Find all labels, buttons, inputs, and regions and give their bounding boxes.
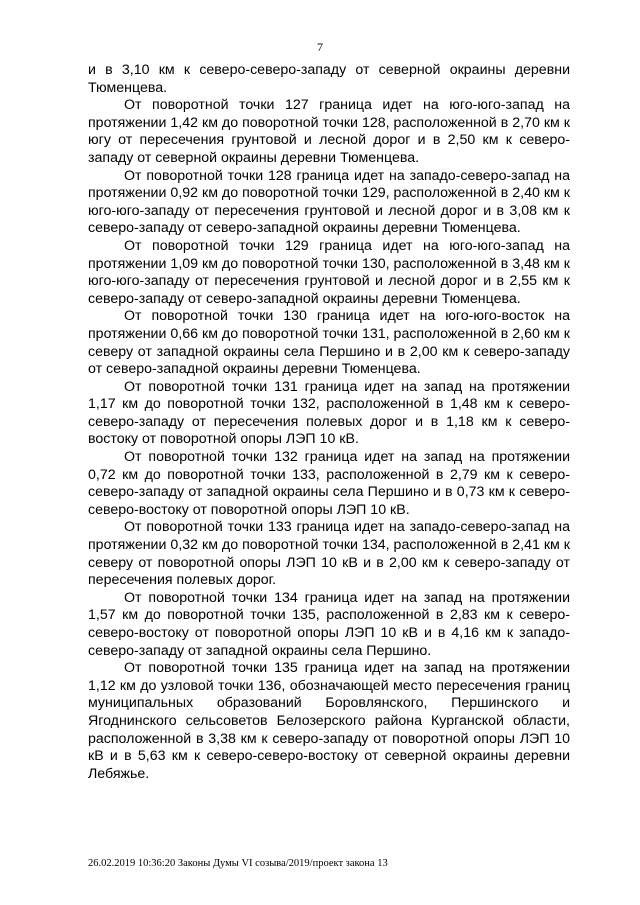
paragraph-point-135: От поворотной точки 135 граница идет на запад на протяжении 1,12 км до узловой точки 136, обозначающей место пересечения границ муниципальных образований Боровлянского, Першинского и Ягоднинского сельсоветов Белозерского района Курганской области, расположенной в 3,38 км к северо-западу от поворотной опоры ЛЭП 10 кВ и в 5,63 км к северо-северо-востоку от северной окраины деревни Лебяжье. [88, 660, 570, 782]
paragraph-point-133: От поворотной точки 133 граница идет на западо-северо-запад на протяжении 0,32 км до поворотной точки 134, расположенной в 2,41 км к северу от поворотной опоры ЛЭП 10 кВ и в 2,00 км к северо-западу от пересечения полевых дорог. [88, 519, 570, 589]
paragraph-point-127: От поворотной точки 127 граница идет на юго-юго-запад на протяжении 1,42 км до поворотной точки 128, расположенной в 2,70 км к югу от пересечения грунтовой и лесной дорог и в 2,50 км к северо-западу от северной окраины деревни Тюменцева. [88, 97, 570, 166]
document-body [88, 62, 570, 783]
document-footer: 26.02.2019 10:36:20 Законы Думы VI созыва/2019/проект закона 13 [88, 858, 388, 869]
paragraph-point-128: От поворотной точки 128 граница идет на западо-северо-запад на протяжении 0,92 км до поворотной точки 129, расположенной в 2,40 км к юго-юго-западу от пересечения грунтовой и лесной дорог и в 3,08 км к северо-западу от северо-западной окраины деревни Тюменцева. [88, 167, 570, 237]
paragraph-point-132: От поворотной точки 132 граница идет на запад на протяжении 0,72 км до поворотной точки 133, расположенной в 2,79 км к северо-северо-западу от западной окраины села Першино и в 0,73 км к северо-северо-востоку от поворотной опоры ЛЭП 10 кВ. [88, 449, 570, 518]
paragraph-point-130: От поворотной точки 130 граница идет на юго-юго-восток на протяжении 0,66 км до поворотной точки 131, расположенной в 2,60 км к северу от западной окраины села Першино и в 2,00 км к северо-западу от северо-западной окраины деревни Тюменцева. [88, 308, 570, 378]
paragraph-point-129: От поворотной точки 129 граница идет на юго-юго-запад на протяжении 1,09 км до поворотной точки 130, расположенной в 3,48 км к юго-юго-западу от пересечения грунтовой и лесной дорог и в 2,55 км к северо-западу от северо-западной окраины деревни Тюменцева. [88, 237, 570, 307]
paragraph-point-134: От поворотной точки 134 граница идет на запад на протяжении 1,57 км до поворотной точки 135, расположенной в 2,83 км к северо-северо-востоку от поворотной опоры ЛЭП 10 кВ и в 4,16 км к западо-северо-западу от западной окраины села Першино. [88, 589, 570, 659]
paragraph-continuation: и в 3,10 км к северо-северо-западу от северной окраины деревни Тюменцева. [88, 62, 570, 96]
paragraph-point-131: От поворотной точки 131 граница идет на запад на протяжении 1,17 км до поворотной точки 132, расположенной в 1,48 км к северо-северо-западу от пересечения полевых дорог и в 1,18 км к северо-востоку от поворотной опоры ЛЭП 10 кВ. [88, 378, 570, 448]
page-number: 7 [317, 40, 323, 54]
